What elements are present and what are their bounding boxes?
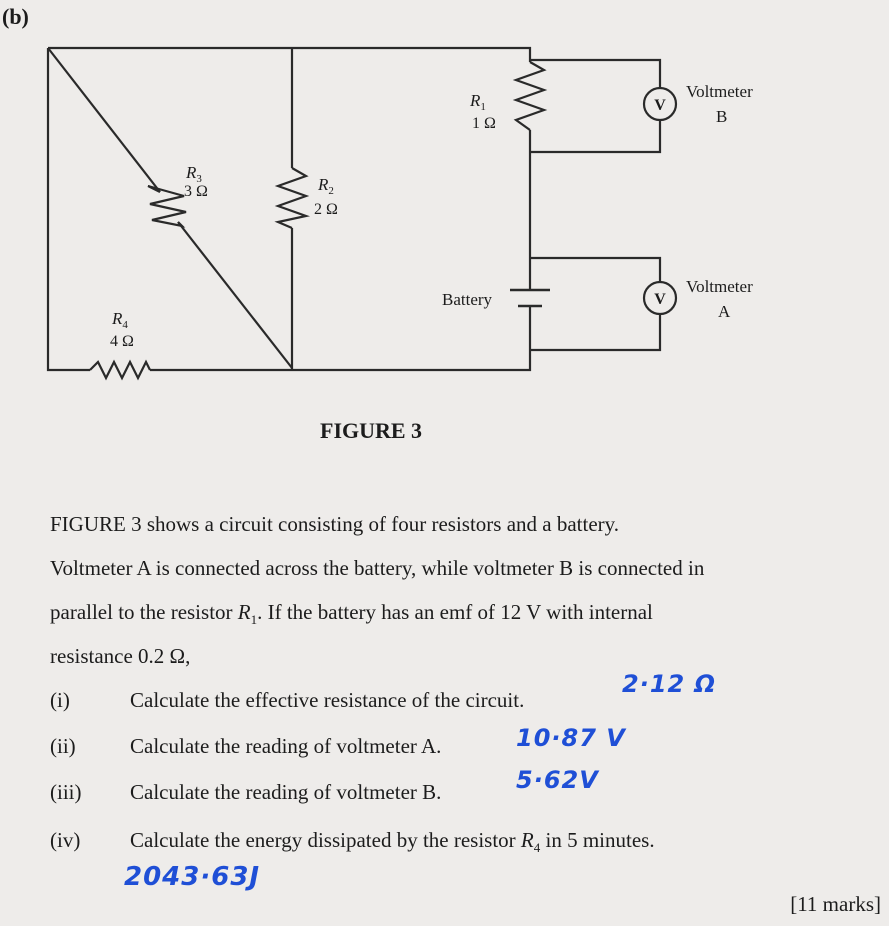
r1-value: 1 Ω [472, 115, 496, 132]
question-4-resistor-sub: 4 [533, 840, 541, 856]
wire-diagonal-lower [178, 222, 292, 368]
wire-top [48, 48, 530, 62]
wire-diagonal-upper [48, 48, 160, 192]
part-label: (b) [2, 4, 29, 29]
paragraph-resistor-symbol: R [237, 600, 251, 624]
r4-value: 4 Ω [110, 333, 134, 350]
question-2-text: Calculate the reading of voltmeter A. [130, 734, 442, 758]
r3-resistor [148, 186, 186, 226]
question-3-text: Calculate the reading of voltmeter B. [130, 780, 442, 804]
circuit-wires [48, 48, 660, 370]
paragraph-line-4: resistance 0.2 Ω, [50, 644, 191, 668]
r3-value: 3 Ω [184, 183, 208, 200]
voltmeter-b-label-line1: Voltmeter [686, 82, 753, 101]
r4-label: $R_4$ [112, 309, 128, 331]
question-2-number: (ii) [50, 734, 76, 758]
battery-label: Battery [442, 290, 493, 309]
paragraph-line-2: Voltmeter A is connected across the battery, while voltmeter B is connected in [50, 556, 705, 580]
wire-vb-top [530, 60, 660, 88]
question-4-answer: 2043·63J [124, 862, 261, 892]
r3-label: $R_3$ [186, 163, 202, 185]
wire-vb-bottom [530, 120, 660, 152]
paragraph-line-1: FIGURE 3 shows a circuit consisting of four resistors and a battery. [50, 512, 620, 536]
question-4-number: (iv) [50, 828, 81, 852]
r1-label: $R_1$ [470, 91, 486, 113]
wire-left [48, 48, 90, 370]
question-1-number: (i) [50, 688, 70, 712]
r2-resistor [278, 168, 306, 228]
r2-label: $R_2$ [318, 175, 334, 197]
marks-label: [11 marks] [790, 892, 881, 916]
battery [510, 256, 550, 320]
question-3-answer: 5·62V [516, 766, 599, 794]
question-4-text-pre: Calculate the energy dissipated by the resistor [130, 828, 521, 852]
question-4-text [130, 828, 655, 856]
question-1-answer: 2·12 Ω [622, 670, 716, 698]
voltmeter-a-label-line1: Voltmeter [686, 277, 753, 296]
question-2-answer: 10·87 V [516, 724, 626, 752]
voltmeter-b [644, 88, 676, 120]
r2-value: 2 Ω [314, 201, 338, 218]
question-1-text: Calculate the effective resistance of the circuit. [130, 688, 525, 712]
r4-resistor [90, 362, 150, 378]
wire-va-top [530, 258, 660, 282]
question-4-resistor-symbol: R [520, 828, 534, 852]
figure-caption: FIGURE 3 [320, 418, 423, 443]
paragraph-line-3 [50, 600, 653, 628]
paragraph-line-3-post: . If the battery has an emf of 12 V with internal [257, 600, 653, 624]
paragraph-resistor-sub: 1 [250, 612, 258, 628]
wire-bottom [150, 320, 530, 370]
voltmeter-a-symbol: V [654, 291, 666, 308]
question-3-number: (iii) [50, 780, 82, 804]
paragraph-line-3-pre: parallel to the resistor [50, 600, 238, 624]
r1-resistor [516, 62, 544, 130]
circuit-diagram [0, 0, 889, 450]
voltmeter-b-label-line2: B [716, 107, 728, 126]
question-4-text-post: in 5 minutes. [540, 828, 655, 852]
voltmeter-a-label-line2: A [718, 302, 731, 321]
voltmeter-a [644, 282, 676, 314]
wire-va-bottom [530, 314, 660, 350]
voltmeter-b-symbol: V [654, 97, 666, 114]
